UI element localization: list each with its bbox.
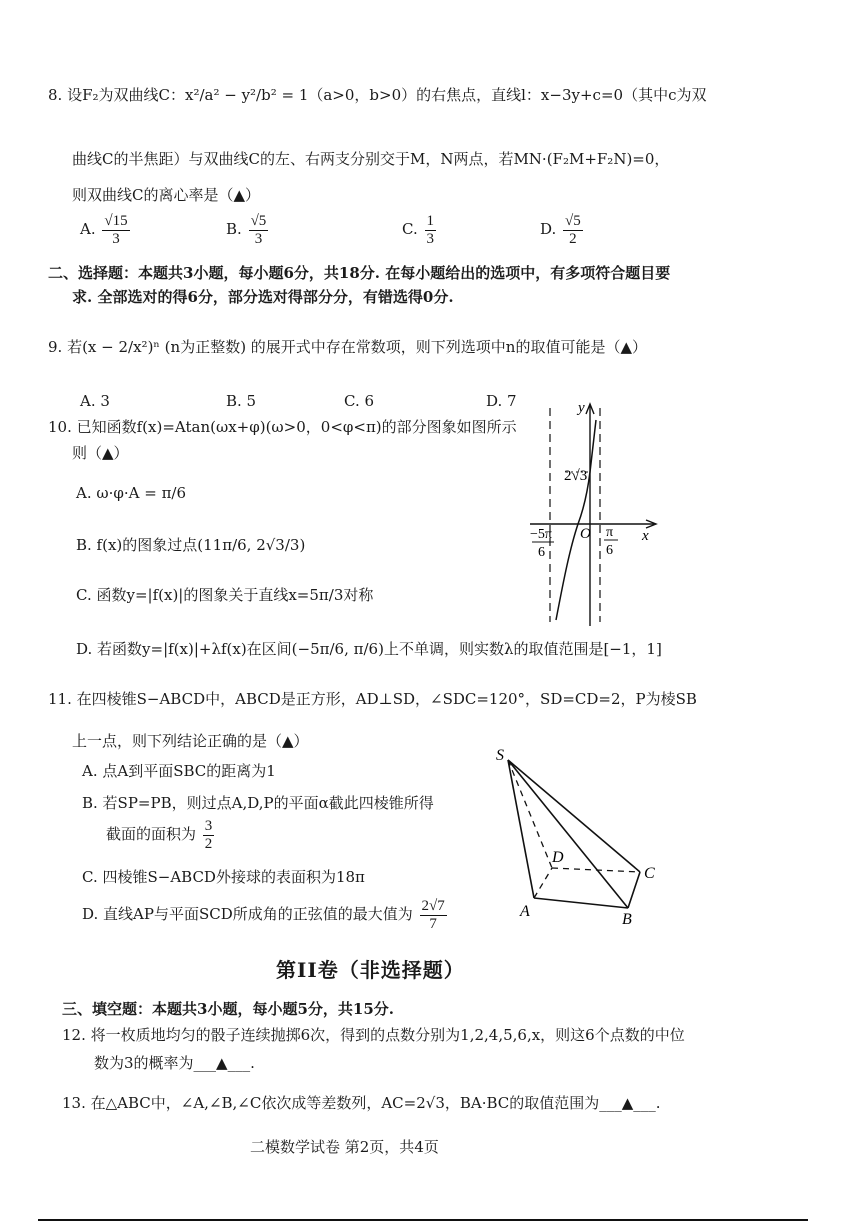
section2-line2: 求. 全部选对的得6分，部分选对得部分分，有错选得0分. <box>72 288 454 306</box>
bottom-rule <box>38 1219 808 1221</box>
q10-line1: 10. 已知函数f(x)=Atan(ωx+φ)(ω>0，0<φ<π)的部分图象如图所示 <box>48 418 517 436</box>
q9-text: 9. 若(x − 2/x²)ⁿ (n为正整数) 的展开式中存在常数项，则下列选项中n的取值可能是（▲） <box>48 338 648 356</box>
part2-title: 第II卷（非选择题） <box>276 958 465 982</box>
page-footer: 二模数学试卷 第2页，共4页 <box>250 1138 439 1156</box>
q8-line3: 则双曲线C的离心率是（▲） <box>72 186 261 204</box>
vertex-a-label: A <box>520 903 530 920</box>
q12-line1: 12. 将一枚质地均匀的骰子连续抛掷6次，得到的点数分别为1,2,4,5,6,x，则这6个点数的中位 <box>62 1026 685 1044</box>
q8-option-d: D. $\frac{√5}{2}$ <box>540 213 581 247</box>
x-axis-label: x <box>642 528 649 544</box>
q11-line1: 11. 在四棱锥S−ABCD中，ABCD是正方形，AD⊥SD，∠SDC=120°，SD=CD=2，P为棱SB <box>48 690 697 708</box>
q9-option-a: A. 3 <box>80 392 110 410</box>
left-mark-den: 6 <box>538 545 545 560</box>
q13-line: 13. 在△ABC中，∠A,∠B,∠C依次成等差数列，AC=2√3，BA·BC的取值范围为___▲___. <box>62 1094 661 1112</box>
q8-line2: 曲线C的半焦距）与双曲线C的左、右两支分别交于M，N两点，若MN·(F₂M+F₂N)=0， <box>72 150 670 168</box>
q11-option-a: A. 点A到平面SBC的距离为1 <box>82 762 276 780</box>
section3-line: 三、填空题：本题共3小题，每小题5分，共15分. <box>62 1000 394 1018</box>
q10-option-d: D. 若函数y=|f(x)|+λf(x)在区间(−5π/6, π/6)上不单调，则实数λ的取值范围是[−1，1] <box>76 640 662 658</box>
left-mark-num: −5π <box>530 527 552 542</box>
y-axis-label: y <box>578 400 585 416</box>
q8-option-a: A. $\frac{√15}{3}$ <box>80 213 128 247</box>
q8-option-b: B. $\frac{√5}{3}$ <box>226 213 267 247</box>
y-mark-label: 2√3 <box>564 468 588 484</box>
q10-line2: 则（▲） <box>72 444 129 462</box>
vertex-c-label: C <box>644 865 655 882</box>
q12-line2: 数为3的概率为___▲___. <box>94 1054 255 1072</box>
vertex-b-label: B <box>622 911 632 928</box>
q11-option-d: D. 直线AP与平面SCD所成角的正弦值的最大值为 $\frac{2√7}{7}$ <box>82 898 445 932</box>
q9-option-b: B. 5 <box>226 392 257 410</box>
q10-option-a: A. ω·φ·A = π/6 <box>76 484 187 502</box>
q9-option-d: D. 7 <box>486 392 517 410</box>
q11-option-b-line2: 截面的面积为 $\frac{3}{2}$ <box>106 818 213 852</box>
pyramid-figure <box>490 740 670 930</box>
tangent-graph <box>526 398 666 630</box>
section2-line1: 二、选择题：本题共3小题，每小题6分，共18分. 在每小题给出的选项中，有多项符合题目要 <box>48 264 671 282</box>
vertex-d-label: D <box>552 849 564 866</box>
q10-option-b: B. f(x)的图象过点(11π/6, 2√3/3) <box>76 536 306 554</box>
vertex-s-label: S <box>496 747 504 764</box>
right-mark-den: 6 <box>606 543 613 558</box>
q8-line1: 8. 设F₂为双曲线C：x²/a² − y²/b² = 1（a>0，b>0）的右焦点，直线l：x−3y+c=0（其中c为双 <box>48 86 707 104</box>
q11-option-c: C. 四棱锥S−ABCD外接球的表面积为18π <box>82 868 365 886</box>
right-mark-num: π <box>606 525 614 540</box>
q11-line2: 上一点，则下列结论正确的是（▲） <box>72 732 309 750</box>
q11-option-b-line1: B. 若SP=PB，则过点A,D,P的平面α截此四棱锥所得 <box>82 794 434 812</box>
q10-option-c: C. 函数y=|f(x)|的图象关于直线x=5π/3对称 <box>76 586 374 604</box>
q8-option-c: C. $\frac{1}{3}$ <box>402 213 434 247</box>
origin-label: O <box>580 526 591 542</box>
q9-option-c: C. 6 <box>344 392 375 410</box>
